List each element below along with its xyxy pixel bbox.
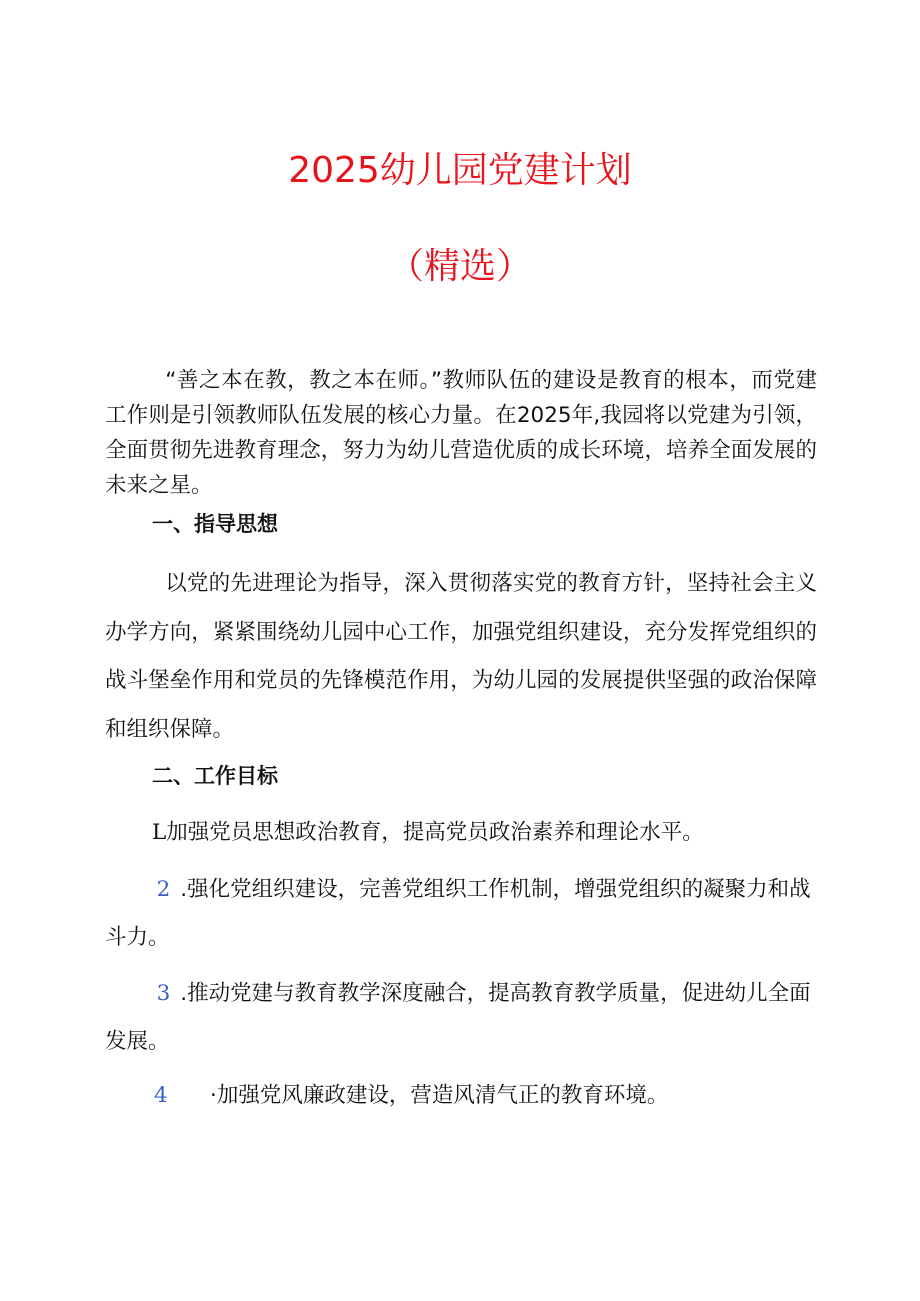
goal-text: .推动党建与教育教学深度融合，提高教育教学质量，促进幼儿全面发展。	[105, 981, 811, 1054]
goal-item	[105, 970, 817, 1066]
goal-number: 3	[156, 981, 171, 1006]
goal-number: 2	[156, 877, 171, 902]
goal-item	[105, 809, 864, 857]
goal-number: 4	[154, 1083, 168, 1108]
goal-number: L	[152, 820, 167, 845]
section-heading-guiding-ideology: 一、指导思想	[152, 512, 278, 536]
goal-text: .强化党组织建设，完善党组织工作机制，增强党组织的凝聚力和战斗力。	[105, 877, 811, 950]
guiding-ideology-paragraph: 以党的先进理论为指导，深入贯彻落实党的教育方针，坚持社会主义办学方向，紧紧围绕幼儿园中心工作，加强党组织建设，充分发挥党组织的战斗堡垒作用和党员的先锋模范作用，为幼儿园的发展提供坚强的政治保障和组织保障。	[105, 571, 817, 742]
document-title: 2025幼儿园党建计划	[288, 150, 632, 191]
goal-item	[105, 866, 817, 962]
goal-item	[105, 1072, 866, 1120]
goal-text: ·加强党风廉政建设，营造风清气正的教育环境。	[210, 1083, 669, 1108]
intro-paragraph: “善之本在教，教之本在师。”教师队伍的建设是教育的根本，而党建工作则是引领教师队伍发展的核心力量。在2025年,我园将以党建为引领，全面贯彻先进教育理念，努力为幼儿营造优质的成长环境，培养全面发展的未来之星。	[105, 368, 817, 498]
goal-text: 加强党员思想政治教育，提高党员政治素养和理论水平。	[166, 820, 704, 845]
document-subtitle: （精选）	[387, 246, 532, 287]
section-heading-work-goals: 二、工作目标	[152, 764, 278, 788]
